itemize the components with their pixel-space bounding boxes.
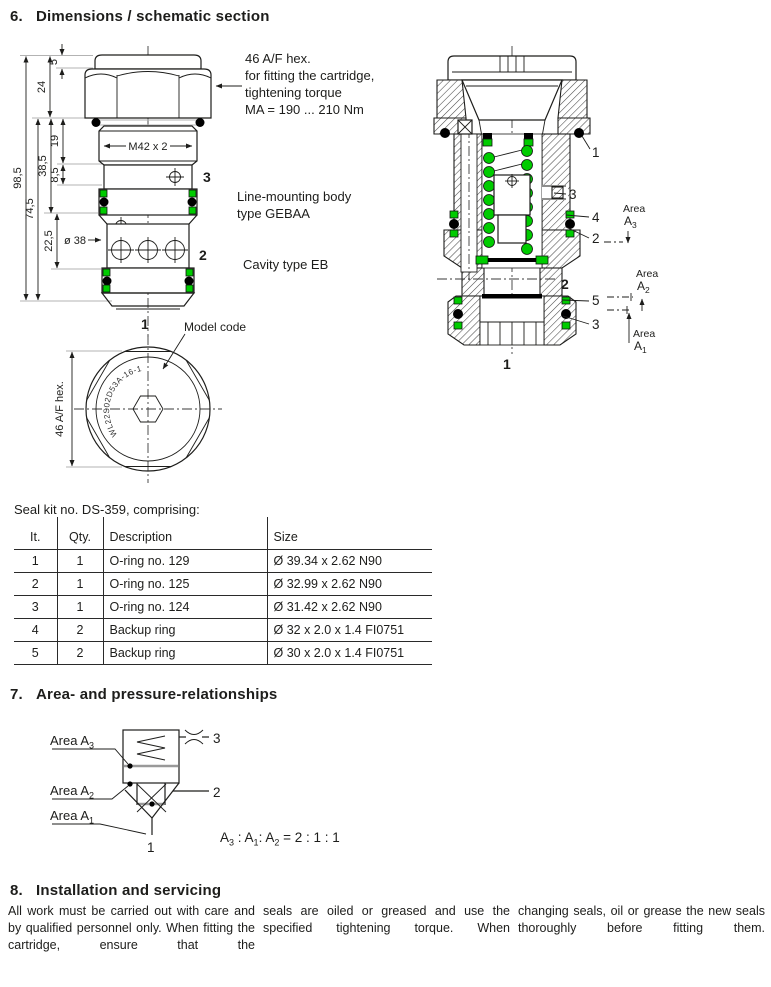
svg-text:3: 3 — [569, 187, 577, 202]
section7-title: Area- and pressure-relationships — [36, 686, 278, 703]
seal-kit-table — [14, 517, 432, 665]
installation-col1: All work must be carried out with care and by qualified personnel only. When fitting the cartridge, ensure that the — [8, 904, 255, 952]
af-hex-dim-label: 46 A/F hex. — [54, 381, 66, 437]
section6-title: Dimensions / schematic section — [36, 8, 270, 25]
svg-text:A1: $A_1$ — [634, 339, 647, 355]
side-port1-label: 1 — [141, 316, 149, 332]
section7-number: 7. — [10, 686, 23, 703]
body-port-holes — [108, 237, 188, 263]
svg-text:A3: $A_3$ — [624, 214, 637, 230]
section8-title: Installation and servicing — [36, 882, 222, 899]
table-row: 1 1 O-ring no. 129 Ø 39.34 x 2.62 N90 — [14, 550, 432, 573]
area-a2-label: Area $A_2$ — [50, 783, 95, 801]
installation-col2: seals are oiled or greased and use the specified tightening torque. When — [263, 904, 510, 935]
model-code-text: WL22S02D53A-16-1 — [102, 364, 143, 439]
svg-text:22,5: 22,5 — [43, 230, 55, 252]
table-row: 5 2 Backup ring Ø 30 x 2.0 x 1.4 FI0751 — [14, 642, 432, 665]
svg-text:2: 2 — [561, 276, 569, 292]
area-ratio-equation: $A_3$ : $A_1$: $A_2 = 2$ : 1 : 1 — [220, 830, 340, 848]
side-port2-label: 2 — [199, 247, 207, 263]
area-annotations — [604, 203, 658, 355]
symbol-port1-label: 1 — [147, 840, 155, 855]
svg-text:3: 3 — [592, 317, 600, 332]
section8-heading — [10, 882, 510, 899]
svg-text:38,5: 38,5 — [37, 155, 49, 177]
svg-text:5: 5 — [48, 58, 60, 66]
cavity-note: Cavity type EB — [243, 257, 329, 272]
symbol-port3-label: 3 — [213, 731, 221, 746]
svg-text:24: 24 — [36, 80, 48, 94]
svg-text:5: 5 — [592, 293, 600, 308]
symbol-port2-label: 2 — [213, 785, 221, 800]
side-view-drawing — [12, 44, 242, 337]
bottom-view-drawing — [54, 334, 222, 483]
svg-text:8,5: 8,5 — [49, 167, 61, 183]
svg-text:A2: $A_2$ — [637, 279, 650, 295]
svg-text:Area: Area — [633, 328, 656, 340]
installation-col3: changing seals, oil or grease the new seals thoroughly before fitting them. — [518, 904, 765, 935]
table-row: 4 2 Backup ring Ø 32 x 2.0 x 1.4 FI0751 — [14, 619, 432, 642]
svg-text:2: 2 — [592, 231, 600, 246]
seal-kit-caption: Seal kit no. DS-359, comprising: — [14, 502, 200, 517]
area-a1-label: Area $A_1$ — [50, 808, 95, 826]
valve-symbol-schematic — [0, 700, 771, 870]
table-header-row: It. Qty. Description Size — [14, 517, 432, 550]
svg-text:4: 4 — [592, 210, 600, 225]
svg-text:74,5: 74,5 — [24, 198, 36, 220]
thread-dim-label: M42 x 2 — [128, 141, 168, 153]
area-a3-label: Area $A_3$ — [50, 733, 95, 751]
model-code-label: Model code — [184, 320, 247, 334]
svg-text:Area: Area — [636, 268, 659, 280]
side-port3-label: 3 — [203, 169, 211, 185]
svg-text:Area: Area — [623, 203, 646, 215]
section6-number: 6. — [10, 8, 23, 25]
dia38-label: ø 38 — [64, 235, 87, 247]
svg-text:1: 1 — [592, 145, 600, 160]
cross-section-drawing — [434, 46, 658, 372]
body-note: Line-mounting body type GEBAA — [237, 189, 352, 221]
section8-number: 8. — [10, 882, 23, 899]
svg-text:19: 19 — [49, 134, 61, 148]
svg-text:1: 1 — [503, 356, 511, 372]
hex-note: 46 A/F hex. for fitting the cartridge, tightening torque MA = 190 ... 210 Nm — [245, 51, 375, 117]
svg-text:98,5: 98,5 — [12, 167, 24, 189]
table-row: 2 1 O-ring no. 125 Ø 32.99 x 2.62 N90 — [14, 573, 432, 596]
table-row: 3 1 O-ring no. 124 Ø 31.42 x 2.62 N90 — [14, 596, 432, 619]
